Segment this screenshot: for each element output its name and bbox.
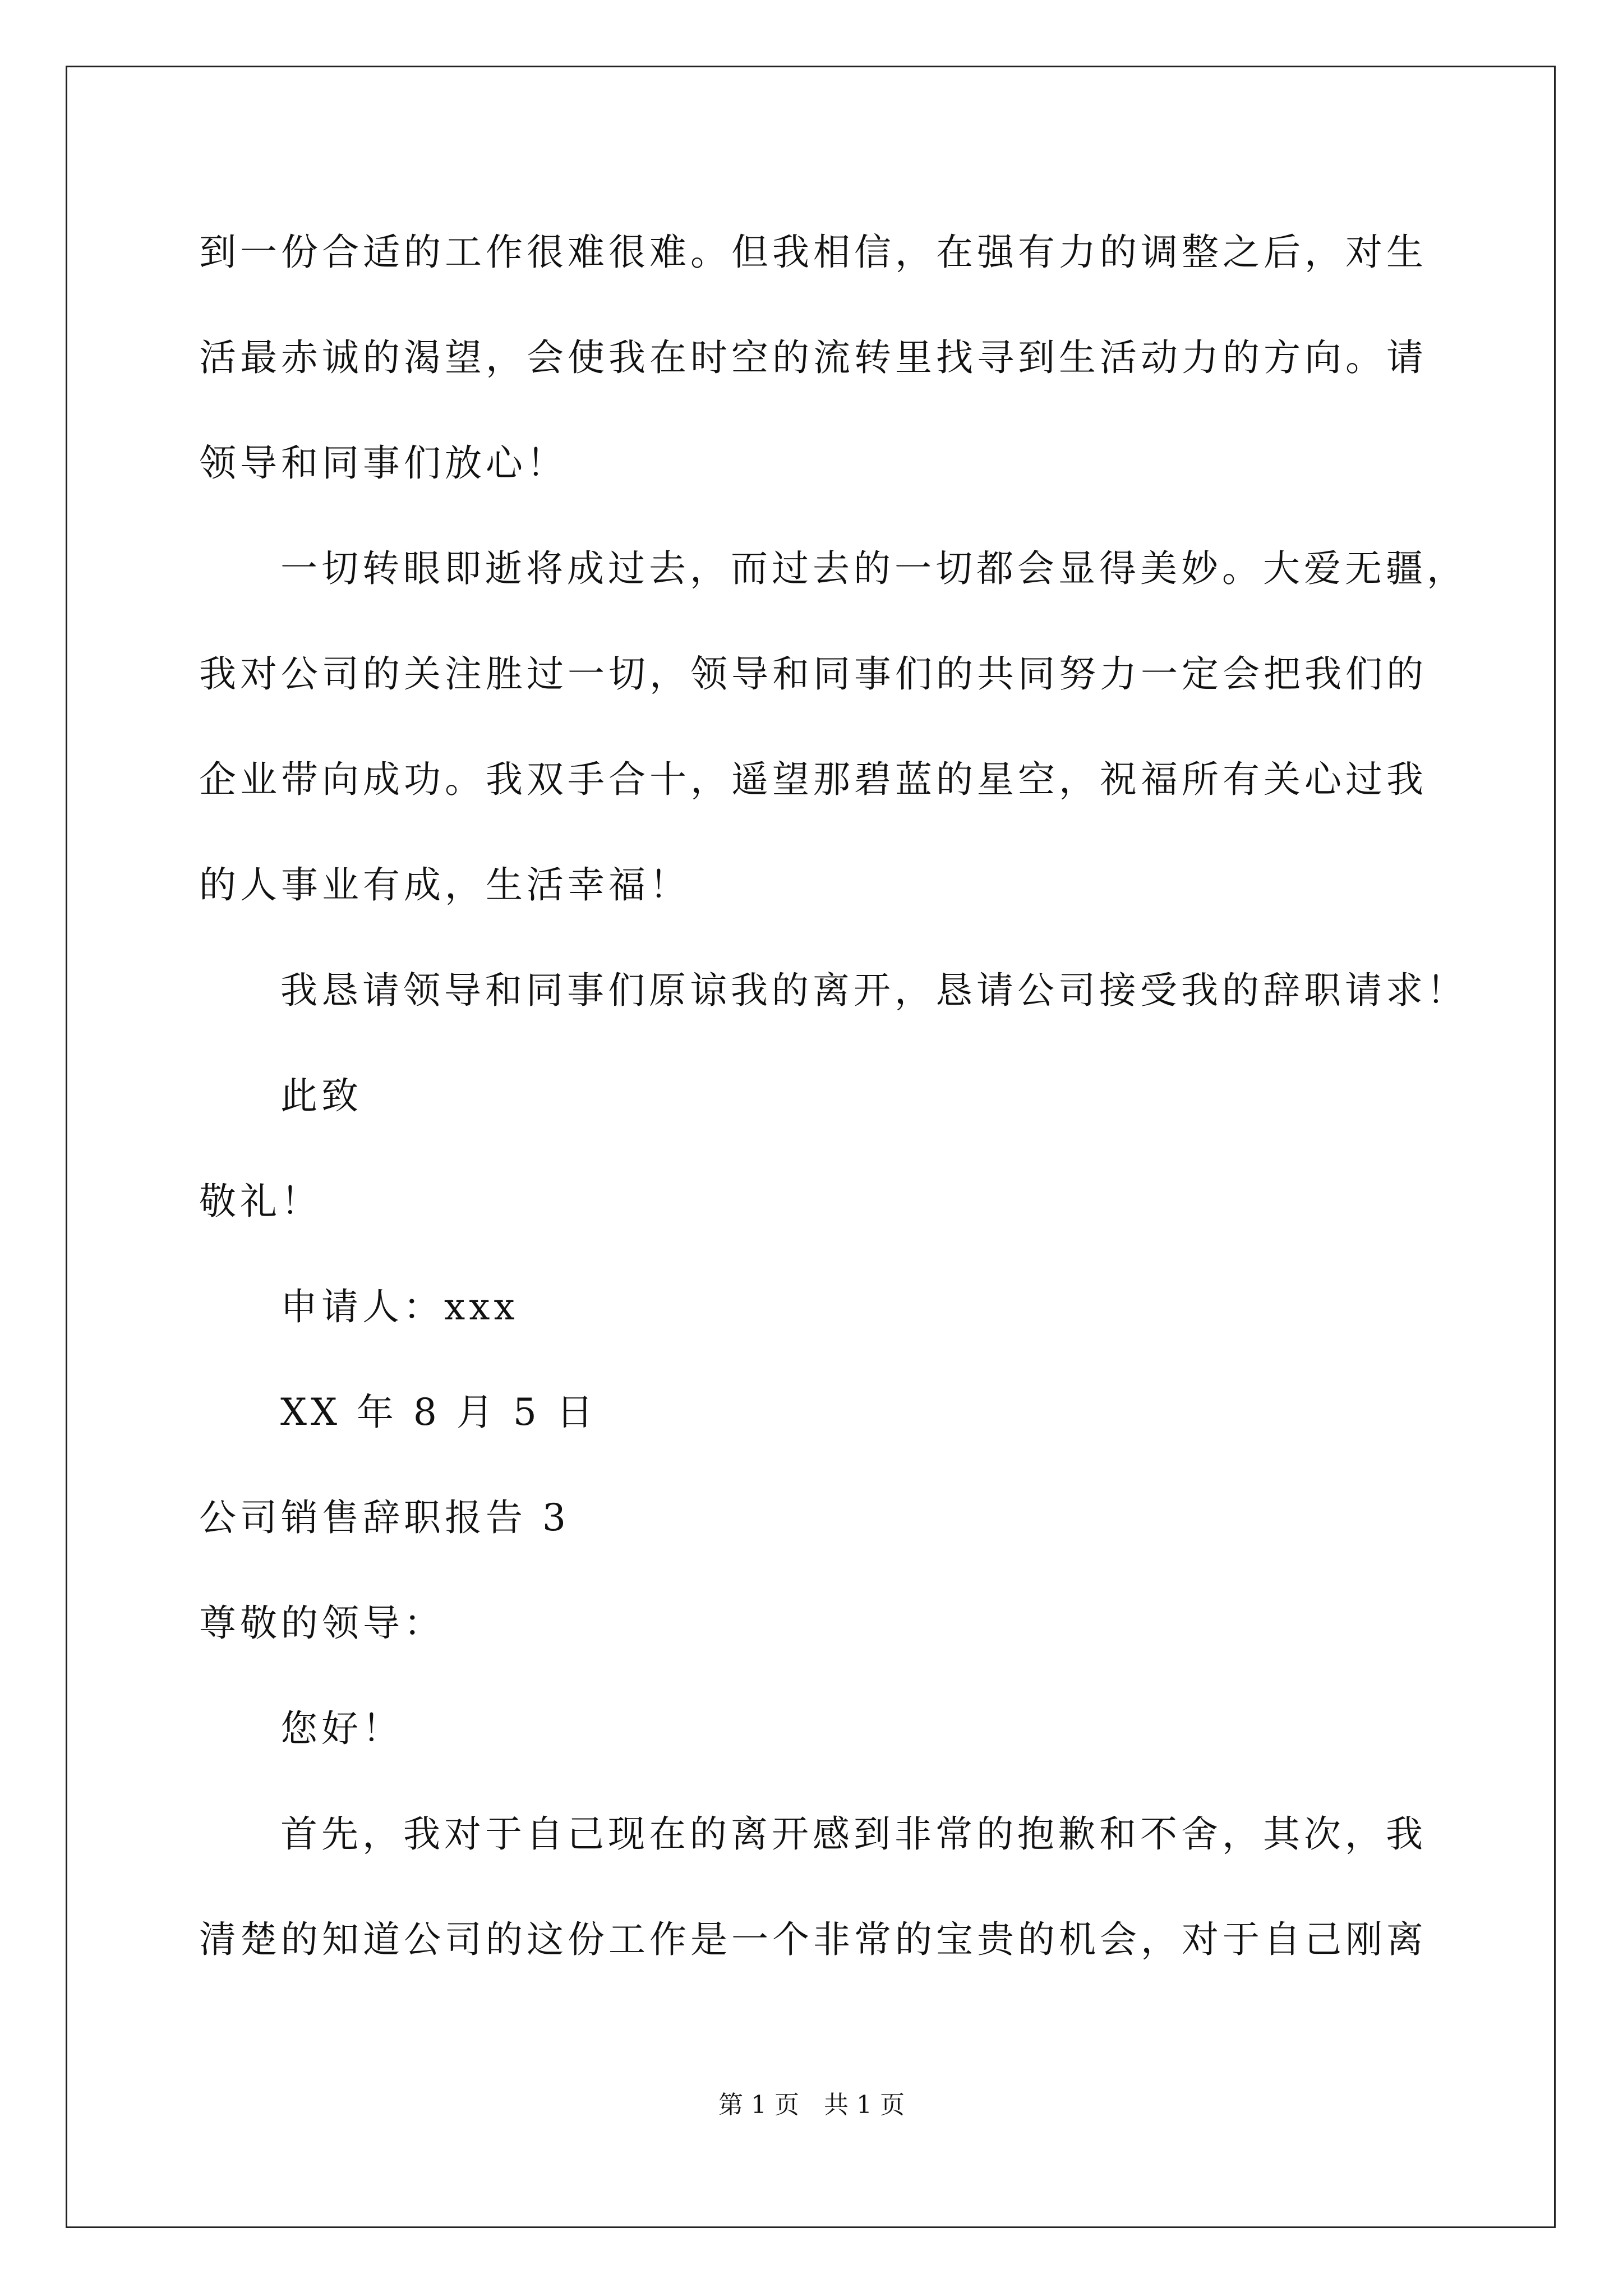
body-text-line: 领导和同事们放心！ (199, 441, 568, 485)
body-text-line: 活最赤诚的渴望，会使我在时空的流转里找寻到生活动力的方向。请 (199, 336, 1427, 379)
closing-regards: 敬礼！ (199, 1180, 322, 1223)
closing-salutation: 此致 (280, 1074, 362, 1117)
body-text-line: 企业带向成功。我双手合十，遥望那碧蓝的星空，祝福所有关心过我 (199, 758, 1427, 801)
body-text-line: 的人事业有成，生活幸福！ (199, 863, 690, 907)
section-title: 公司销售辞职报告 3 (199, 1496, 570, 1539)
page-border (66, 66, 1556, 2228)
body-text-line: 我恳请领导和同事们原谅我的离开，恳请公司接受我的辞职请求！ (280, 969, 1468, 1012)
body-text-line: 清楚的知道公司的这份工作是一个非常的宝贵的机会，对于自己刚离 (199, 1918, 1427, 1961)
date-line: XX 年 8 月 5 日 (280, 1391, 597, 1434)
greeting-line: 尊敬的领导： (199, 1602, 445, 1645)
body-text-line: 一切转眼即逝将成过去，而过去的一切都会显得美妙。大爱无疆， (280, 547, 1468, 590)
body-text-line: 我对公司的关注胜过一切，领导和同事们的共同努力一定会把我们的 (199, 652, 1427, 696)
body-text-line: 到一份合适的工作很难很难。但我相信，在强有力的调整之后，对生 (199, 231, 1427, 274)
page-number-footer: 第 1 页 共 1 页 (718, 2091, 905, 2119)
applicant-signature: 申请人：xxx (280, 1285, 519, 1328)
body-text-line: 首先，我对于自己现在的离开感到非常的抱歉和不舍，其次，我 (280, 1812, 1427, 1856)
greeting-hello: 您好！ (280, 1707, 403, 1750)
